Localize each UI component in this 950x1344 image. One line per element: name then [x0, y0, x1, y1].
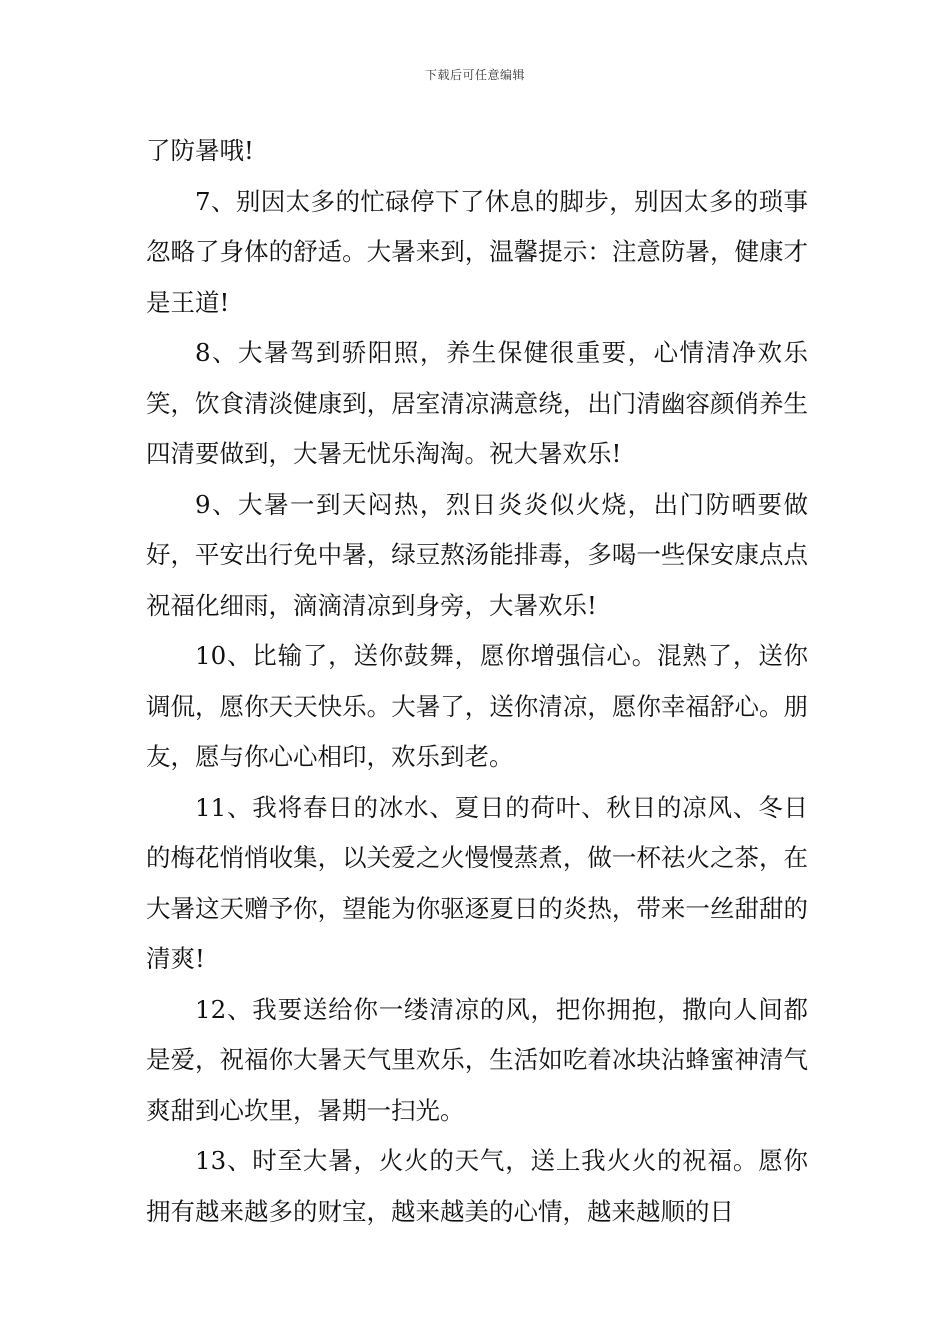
paragraph-item-9: 9、大暑一到天闷热，烈日炎炎似火烧，出门防晒要做好，平安出行免中暑，绿豆熬汤能排毒，多喝一些保安康点点祝福化细雨，滴滴清凉到身旁，大暑欢乐!: [146, 489, 808, 620]
paragraph-continuation: 了防暑哦!: [146, 136, 254, 165]
page-header: 下载后可任意编辑: [424, 68, 525, 82]
paragraph-item-12: 12、我要送给你一缕清凉的风，把你拥抱，撒向人间都是爱，祝福你大暑天气里欢乐，生活如吃着冰块沾蜂蜜神清气爽甜到心坎里，暑期一扫光。: [146, 994, 808, 1125]
paragraph-item-11: 11、我将春日的冰水、夏日的荷叶、秋日的凉风、冬日的梅花悄悄收集，以关爱之火慢慢蒸煮，做一杯祛火之茶，在大暑这天赠予你，望能为你驱逐夏日的炎热，带来一丝甜甜的清爽!: [146, 792, 808, 973]
document-body: [146, 126, 808, 1237]
paragraph-item-7: 7、别因太多的忙碌停下了休息的脚步，别因太多的琐事忽略了身体的舒适。大暑来到，温馨提示：注意防暑，健康才是王道!: [146, 186, 808, 317]
paragraph-item-10: 10、比输了，送你鼓舞，愿你增强信心。混熟了，送你调侃，愿你天天快乐。大暑了，送你清凉，愿你幸福舒心。朋友，愿与你心心相印，欢乐到老。: [146, 641, 808, 771]
paragraph-item-8: 8、大暑驾到骄阳照，养生保健很重要，心情清净欢乐笑，饮食清淡健康到，居室清凉满意绕，出门清幽容颜俏养生四清要做到，大暑无忧乐淘淘。祝大暑欢乐!: [146, 338, 808, 468]
paragraph-item-13: 13、时至大暑，火火的天气，送上我火火的祝福。愿你拥有越来越多的财宝，越来越美的心情，越来越顺的日: [146, 1146, 808, 1226]
